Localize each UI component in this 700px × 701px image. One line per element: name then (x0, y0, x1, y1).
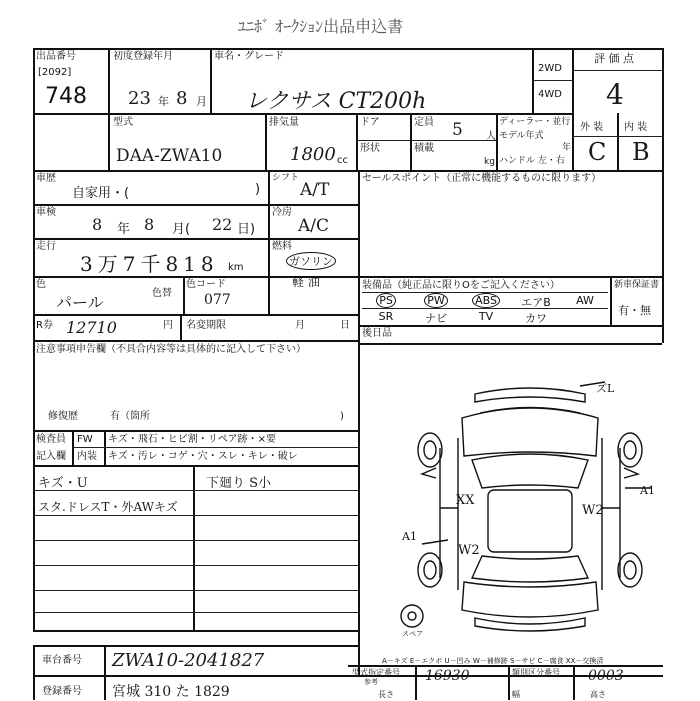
shape-divider (356, 140, 496, 141)
row-divider-11 (358, 343, 662, 345)
col-mid (358, 170, 360, 675)
bottom-col-3 (573, 665, 575, 700)
inspection-year: 8 (92, 215, 103, 234)
dealer-year-unit: 年 (562, 143, 572, 153)
diagram-spare-label: スペア (402, 630, 423, 638)
equipment-abs: ABS (472, 293, 500, 308)
capacity-unit: 人 (486, 131, 496, 142)
chassis-label: 車台番号 (42, 655, 82, 666)
lot-label: 出品番号 (36, 51, 76, 62)
chassis-value: ZWA10-2041827 (112, 650, 265, 671)
note-line-3 (33, 540, 358, 541)
model-code-value: DAA-ZWA10 (116, 146, 223, 166)
transfer-label: 名変期限 (186, 320, 226, 331)
fuel-label: 燃料 (272, 241, 292, 252)
form-title: ﾕﾆﾎﾞ ｵｰｸｼｮﾝ出品申込書 (238, 17, 404, 36)
designation-value: 16930 (425, 668, 470, 684)
load-label: 積載 (414, 143, 434, 154)
registration-month-unit: 月 (196, 95, 207, 108)
width-label: 幅 (512, 690, 520, 699)
repair-value: 有（箇所 (110, 411, 150, 422)
usage-label: 車歴 (36, 173, 56, 184)
bottom-col-1 (415, 665, 417, 700)
note-line-6 (33, 612, 358, 613)
color-change-label: 色替 (152, 288, 172, 299)
model-name-value: レクサス CT200h (245, 89, 427, 114)
diagram-mark-xx: XX (456, 493, 475, 508)
shape-label: 形状 (360, 143, 380, 154)
drive-2wd: 2WD (538, 63, 562, 74)
exterior-label: 外 装 (580, 122, 604, 133)
notes-bottom (33, 630, 358, 632)
exterior-grade: C (588, 138, 607, 166)
usage-close: ) (255, 182, 261, 197)
extint-divider (572, 136, 662, 137)
col-dealer (496, 113, 498, 170)
inspector-note-1: キズ・U (38, 476, 88, 491)
designation-label: 型式指定番号 (352, 668, 400, 677)
row-divider-9 (33, 430, 358, 432)
notes-label: 注意事項申告欄（不具合内容等は具体的に記入して下さい） (36, 344, 306, 355)
interior-label: 内 装 (624, 122, 648, 133)
inspector-mid (72, 447, 358, 448)
col-fuel-mid (268, 276, 270, 314)
category-label: 類別区分番号 (512, 668, 560, 677)
note-line-5 (33, 590, 358, 591)
registration-year: 23 (128, 88, 151, 109)
col-color (183, 276, 185, 314)
equipment-airbag: エアB (521, 296, 551, 309)
col-reg (210, 48, 212, 113)
row-divider-4 (33, 238, 358, 240)
equipment-ps: PS (376, 293, 396, 308)
frame-top (33, 48, 663, 50)
drive-4wd: 4WD (538, 89, 562, 100)
score-label: 評 価 点 (594, 52, 634, 65)
lot-code: [2092] (38, 67, 72, 78)
inspection-label: 車検 (36, 207, 56, 218)
chassis-top (33, 645, 358, 647)
tax-unit: 円 (163, 320, 173, 331)
designation-ref: 参考 (364, 678, 378, 686)
color-label: 色 (36, 279, 46, 290)
registration-label: 初度登録年月 (113, 51, 173, 62)
col-score (572, 48, 574, 170)
col-cap (410, 113, 412, 170)
car-diagram (400, 378, 660, 638)
category-value: 0003 (588, 668, 624, 684)
displacement-label: 排気量 (269, 117, 299, 128)
equipment-navi: ナビ (425, 312, 447, 325)
damage-legend: A－キズ E－エクボ U－凹み W－補修跡 S－サビ C－腐食 XX－交換済 (382, 657, 604, 665)
score-value: 4 (606, 78, 624, 111)
displacement-unit: cc (337, 155, 348, 166)
chassis-bottom (33, 675, 663, 677)
row-divider-8 (358, 325, 662, 327)
mileage-value: 3万7千818 (80, 252, 219, 276)
color-code-label: 色コード (186, 279, 226, 290)
inspector-label-1: 検査員 (36, 434, 66, 445)
inspection-month-unit: 月( (172, 222, 191, 237)
col-door (356, 113, 358, 170)
fuel-light-oil: 軽 油 (292, 275, 320, 289)
load-unit: kg (484, 157, 495, 167)
frame-right (662, 48, 664, 343)
equipment-tv: TV (478, 310, 494, 323)
color-code-value: 077 (204, 292, 231, 308)
inspection-month: 8 (144, 215, 155, 234)
inspector-row1: キズ・飛石・ヒビ割・リペア跡・×要 (108, 434, 276, 445)
height-label: 高さ (590, 690, 606, 699)
repair-close: ) (340, 411, 344, 422)
row-divider-3 (33, 204, 358, 206)
after-sale-label: 後日品 (362, 328, 392, 339)
equipment-label: 装備品（純正品に限りOをご記入ください） (362, 280, 560, 291)
tax-label: R券 (36, 320, 53, 331)
model-code-label: 型式 (113, 117, 133, 128)
inspector-interior: 内装 (77, 451, 97, 462)
diagram-mark-top: ズL (596, 382, 615, 395)
usage-value: 自家用・( (72, 186, 130, 201)
equipment-sr: SR (378, 310, 394, 323)
mileage-unit: km (228, 262, 244, 273)
chassis-left (33, 645, 35, 700)
score-divider (572, 70, 662, 71)
warranty-value: 有・無 (618, 304, 651, 317)
interior-grade: B (632, 138, 650, 166)
warranty-label: 新車保証書 (614, 280, 660, 290)
col-shift (268, 170, 270, 276)
diagram-mark-w2-left: W2 (458, 543, 480, 558)
inspection-day-unit: 日) (237, 222, 256, 237)
inspection-day: 22 (212, 215, 233, 234)
equipment-pw: PW (424, 293, 448, 308)
displacement-value: 1800 (290, 144, 336, 165)
ac-value: A/C (298, 216, 330, 236)
repair-label: 修復歴 (48, 411, 78, 422)
col-lot (108, 48, 110, 170)
row-divider-6 (33, 314, 358, 316)
diagram-mark-a1-right: A1 (640, 484, 655, 497)
ac-label: 冷房 (272, 207, 292, 218)
registration-year-unit: 年 (158, 95, 169, 108)
door-label: ドア (360, 117, 380, 128)
transfer-month: 月 (295, 320, 305, 331)
inspector-fw: FW (77, 434, 93, 445)
col-extint (617, 113, 619, 170)
tax-value: 12710 (66, 318, 117, 337)
equipment-leather: カワ (525, 312, 547, 325)
inspector-label-2: 記入欄 (36, 451, 66, 462)
diagram-mark-w2-right: W2 (582, 503, 604, 518)
row-divider-10 (33, 465, 358, 467)
model-name-label: 車名・グレード (214, 51, 284, 62)
inspection-year-unit: 年 (117, 222, 131, 237)
fuel-gasoline: ガソリン (286, 252, 336, 270)
reg-number-label: 登録番号 (42, 686, 82, 697)
equipment-aw: AW (576, 294, 594, 307)
inspector-note-2: スタ.ドレスT・外AWキズ (38, 500, 178, 514)
row-divider-2 (33, 170, 663, 172)
capacity-value: 5 (452, 120, 463, 140)
inspector-row2: キズ・汚レ・コゲ・穴・スレ・キレ・破レ (108, 451, 298, 462)
registration-month: 8 (176, 88, 188, 109)
drive-divider (532, 80, 572, 81)
capacity-label: 定員 (414, 117, 434, 128)
note-line-4 (33, 565, 358, 566)
col-tax (180, 314, 182, 340)
lot-number: 748 (45, 84, 87, 109)
transfer-day: 日 (340, 320, 350, 331)
dealer-model-year: モデル年式 (499, 131, 544, 141)
diagram-mark-a1-left: A1 (402, 530, 417, 543)
chassis-col (104, 645, 106, 700)
color-value: パール (56, 293, 104, 312)
equipment-grid (362, 292, 608, 324)
length-label: 長さ (378, 690, 394, 699)
sales-points-label: セールスポイント（正常に機能するものに限ります） (362, 173, 602, 184)
bottom-col-2 (508, 665, 510, 700)
dealer-label: ディーラー・並行 (499, 117, 571, 127)
shift-value: A/T (300, 180, 330, 200)
dealer-handle: ハンドル 左・右 (499, 156, 565, 166)
col-disp (265, 113, 267, 170)
reg-number-value: 宮城 310 た 1829 (112, 684, 230, 700)
row-divider-7 (33, 340, 358, 342)
col-warranty (610, 276, 612, 325)
shift-label: シフト (272, 173, 300, 183)
inspector-note-3: 下廻り S小 (206, 476, 272, 491)
note-line-2 (33, 515, 358, 516)
mileage-label: 走行 (36, 241, 56, 252)
